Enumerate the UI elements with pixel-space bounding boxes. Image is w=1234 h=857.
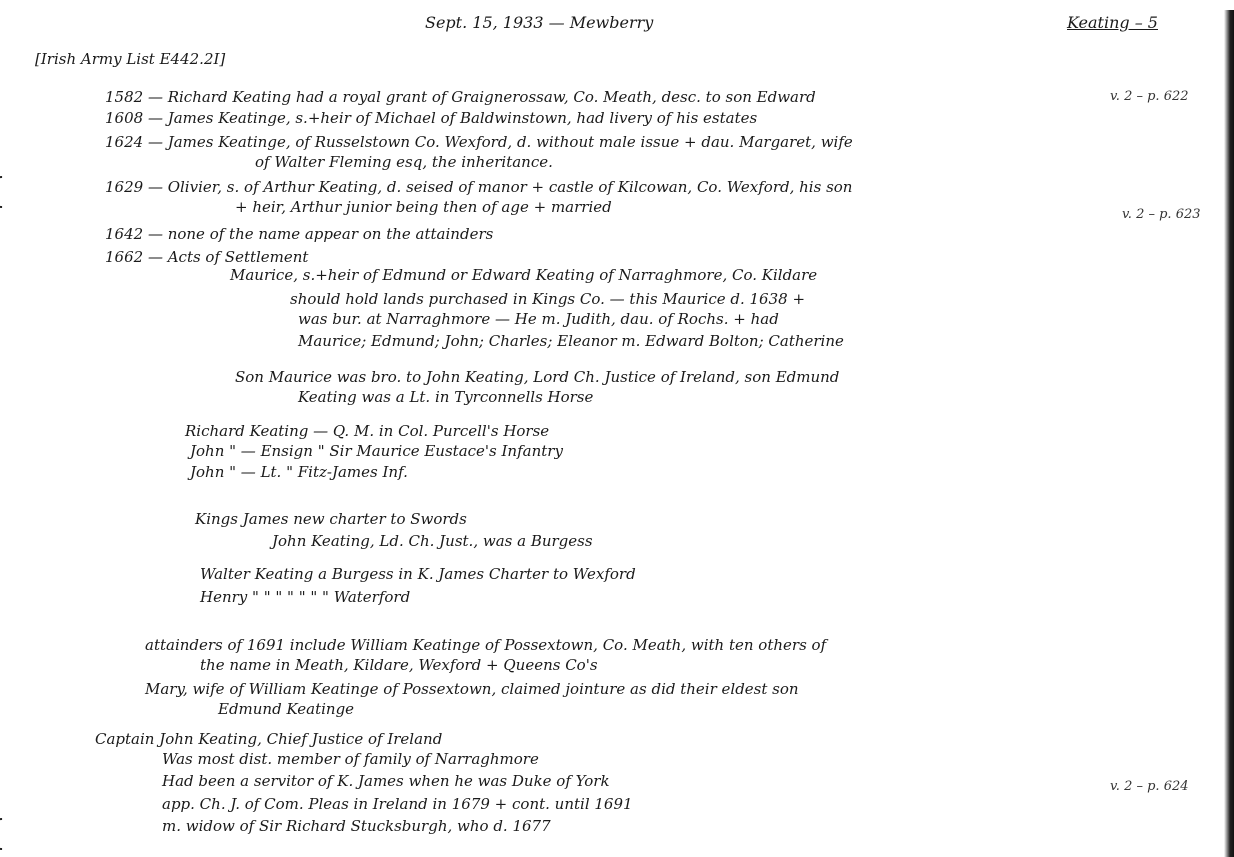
entry-line: Captain John Keating, Chief Justice of Ireland <box>95 730 443 748</box>
entry-line: Walter Keating a Burgess in K. James Charter to Wexford <box>200 565 636 583</box>
entry-line: Maurice; Edmund; John; Charles; Eleanor m. Edward Bolton; Catherine <box>298 332 844 350</box>
entry-line: of Walter Fleming esq, the inheritance. <box>255 153 553 171</box>
header-date-author: Sept. 15, 1933 — Mewberry <box>425 13 654 32</box>
page-edge-shadow <box>1224 10 1234 857</box>
entry-line: John Keating, Ld. Ch. Just., was a Burgess <box>272 532 593 550</box>
entry-line: 1662 — Acts of Settlement <box>105 248 309 266</box>
entry-line: 1624 — James Keatinge, of Russelstown Co. Wexford, d. without male issue + dau. Margaret, wife <box>105 133 853 151</box>
entry-line: Mary, wife of William Keatinge of Possextown, claimed jointure as did their eldest son <box>145 680 799 698</box>
entry-line: 1582 — Richard Keating had a royal grant of Graignerossaw, Co. Meath, desc. to son Edward <box>105 88 816 106</box>
volume-ref: v. 2 – p. 624 <box>1110 779 1189 794</box>
entry-line: Had been a servitor of K. James when he was Duke of York <box>162 772 610 790</box>
entry-line: attainders of 1691 include William Keatinge of Possextown, Co. Meath, with ten others of <box>145 636 827 654</box>
entry-line: Keating was a Lt. in Tyrconnells Horse <box>298 388 594 406</box>
entry-line: m. widow of Sir Richard Stucksburgh, who d. 1677 <box>162 817 551 835</box>
entry-line: John " — Lt. " Fitz-James Inf. <box>190 463 408 481</box>
entry-line: Richard Keating — Q. M. in Col. Purcell's Horse <box>185 422 550 440</box>
entry-line: John " — Ensign " Sir Maurice Eustace's Infantry <box>190 442 563 460</box>
entry-line: 1629 — Olivier, s. of Arthur Keating, d. seised of manor + castle of Kilcowan, Co. Wexford, his son <box>105 178 853 196</box>
source-citation: [Irish Army List E442.2I] <box>35 50 226 68</box>
page-tag: Keating – 5 <box>1067 13 1158 32</box>
entry-line: 1642 — none of the name appear on the attainders <box>105 225 494 243</box>
entry-line: Was most dist. member of family of Narraghmore <box>162 750 539 768</box>
entry-line: + heir, Arthur junior being then of age + married <box>235 198 612 216</box>
entry-line: 1608 — James Keatinge, s.+heir of Michael of Baldwinstown, had livery of his estates <box>105 109 758 127</box>
entry-line: Kings James new charter to Swords <box>195 510 467 528</box>
entry-line: was bur. at Narraghmore — He m. Judith, dau. of Rochs. + had <box>298 310 779 328</box>
volume-ref: v. 2 – p. 623 <box>1122 207 1201 222</box>
volume-ref: v. 2 – p. 622 <box>1110 89 1189 104</box>
entry-line: Henry " " " " " " " Waterford <box>200 588 411 606</box>
entry-line: the name in Meath, Kildare, Wexford + Queens Co's <box>200 656 598 674</box>
entry-line: app. Ch. J. of Com. Pleas in Ireland in 1679 + cont. until 1691 <box>162 795 633 813</box>
entry-line: Edmund Keatinge <box>218 700 355 718</box>
binder-hole-mark <box>0 169 25 214</box>
entry-line: Maurice, s.+heir of Edmund or Edward Keating of Narraghmore, Co. Kildare <box>230 266 818 284</box>
entry-line: should hold lands purchased in Kings Co. — this Maurice d. 1638 + <box>290 290 806 308</box>
entry-line: Son Maurice was bro. to John Keating, Lord Ch. Justice of Ireland, son Edmund <box>235 368 840 386</box>
binder-hole-mark <box>0 811 25 856</box>
